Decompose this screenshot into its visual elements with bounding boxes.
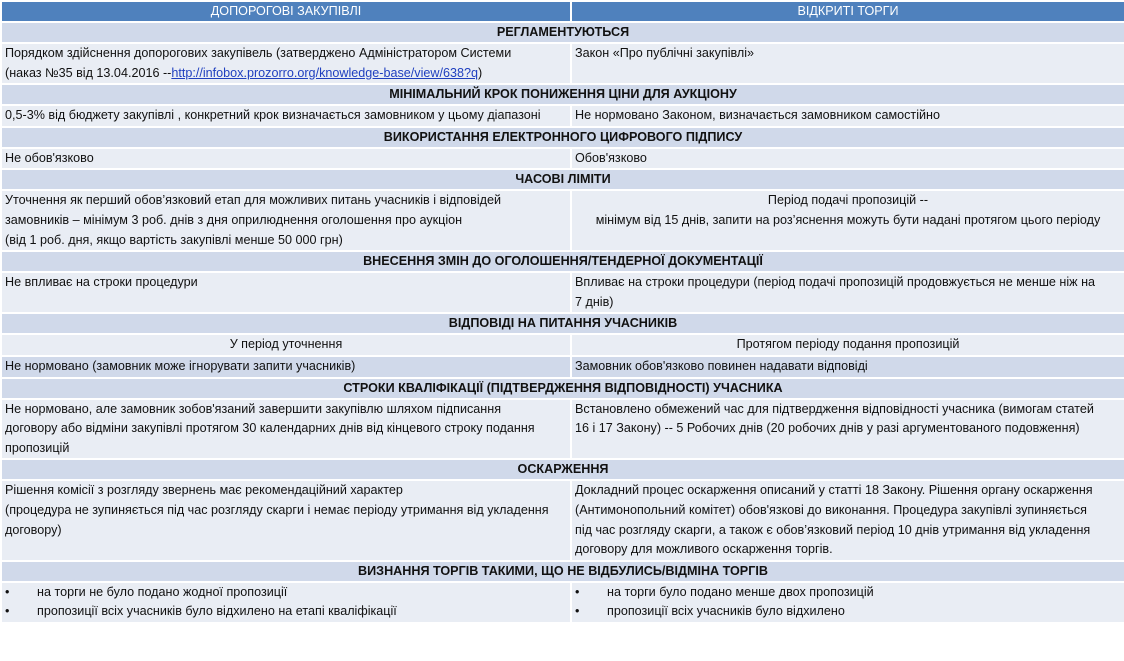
qualification-left-line3: пропозицій xyxy=(5,440,70,455)
section-title-cancellation: ВИЗНАННЯ ТОРГІВ ТАКИМИ, ЩО НЕ ВІДБУЛИСЬ/ВІДМІНА ТОРГІВ xyxy=(1,561,1124,582)
list-item: • пропозиції всіх учасників було відхилено xyxy=(575,602,1121,622)
time-limits-right-line2: мінімум від 15 днів, запити на роз’яснення можуть бути надані протягом цього періоду xyxy=(595,212,1101,227)
bullet-icon: • xyxy=(5,584,10,599)
table-row xyxy=(1,148,1124,170)
section-title-appeal: ОСКАРЖЕННЯ xyxy=(1,459,1124,480)
appeal-right xyxy=(571,480,1124,560)
regulation-right: Закон «Про публічні закупівлі» xyxy=(571,43,1124,84)
time-limits-right-line1: Період подачі пропозицій -- xyxy=(767,193,929,208)
section-title-changes: ВНЕСЕННЯ ЗМІН ДО ОГОЛОШЕННЯ/ТЕНДЕРНОЇ ДОКУМЕНТАЦІЇ xyxy=(1,251,1124,272)
table-row xyxy=(1,334,1124,356)
section-title-qualification: СТРОКИ КВАЛІФІКАЦІЇ (ПІДТВЕРДЖЕННЯ ВІДПОВІДНОСТІ) УЧАСНИКА xyxy=(1,378,1124,399)
answers-left-sub: У період уточнення xyxy=(1,334,571,356)
section-title-answers: ВІДПОВІДІ НА ПИТАННЯ УЧАСНИКІВ xyxy=(1,313,1124,334)
cancellation-right xyxy=(571,582,1124,623)
min-step-right: Не нормовано Законом, визначається замовником самостійно xyxy=(571,105,1124,127)
answers-right-sub: Протягом періоду подання пропозицій xyxy=(571,334,1124,356)
changes-right xyxy=(571,272,1124,313)
table-row xyxy=(1,356,1124,378)
qualification-left-line1: Не нормовано, але замовник зобов'язаний завершити закупівлю шляхом підписання xyxy=(5,401,502,416)
list-item: • пропозиції всіх учасників було відхилено на етапі кваліфікації xyxy=(5,602,567,622)
appeal-left xyxy=(1,480,571,560)
regulation-left-line2: (наказ №35 від 13.04.2016 --http://infobox.prozorro.org/knowledge-base/view/638?q) xyxy=(5,65,483,80)
changes-right-line2: 7 днів) xyxy=(575,294,614,309)
answers-left: Не нормовано (замовник може ігнорувати запити учасників) xyxy=(1,356,571,378)
cancellation-left xyxy=(1,582,571,623)
qualification-left xyxy=(1,399,571,460)
table-row xyxy=(1,43,1124,84)
prozorro-link[interactable]: http://infobox.prozorro.org/knowledge-base/view/638?q xyxy=(171,65,478,80)
appeal-left-line2: (процедура не зупиняється під час розгляду скарги і немає періоду утримання від укладення xyxy=(5,502,549,517)
time-limits-left-line2: замовників – мінімум 3 роб. днів з дня оприлюднення оголошення про аукціон xyxy=(5,212,463,227)
signature-right: Обов'язково xyxy=(571,148,1124,170)
time-limits-left xyxy=(1,190,571,251)
changes-right-line1: Впливає на строки процедури (період подачі пропозицій продовжується не менше ніж на xyxy=(575,275,1096,290)
signature-left: Не обов'язково xyxy=(1,148,571,170)
min-step-left: 0,5-3% від бюджету закупівлі , конкретний крок визначається замовником у цьому діапазоні xyxy=(1,105,571,127)
regulation-left-line1: Порядком здійснення допорогових закупівель (затверджено Адміністратором Системи xyxy=(5,46,512,60)
header-right: ВІДКРИТІ ТОРГИ xyxy=(571,1,1124,22)
table-row xyxy=(1,272,1124,313)
table-row xyxy=(1,105,1124,127)
header-left: ДОПОРОГОВІ ЗАКУПІВЛІ xyxy=(1,1,571,22)
list-item: • на торги не було подано жодної пропозиції xyxy=(5,583,567,603)
section-title-regulation: РЕГЛАМЕНТУЮТЬСЯ xyxy=(1,22,1124,43)
header-row xyxy=(1,1,1124,22)
regulation-left xyxy=(1,43,571,84)
table-row xyxy=(1,399,1124,460)
section-title-min-step: МІНІМАЛЬНИЙ КРОК ПОНИЖЕННЯ ЦІНИ ДЛЯ АУКЦІОНУ xyxy=(1,84,1124,105)
time-limits-left-line1: Уточнення як перший обов’язковий етап для можливих питань учасників і відповідей xyxy=(5,193,502,208)
bullet-icon: • xyxy=(5,604,10,619)
time-limits-left-line3: (від 1 роб. дня, якщо вартість закупівлі менше 50 000 грн) xyxy=(5,232,343,247)
appeal-left-line3: договору) xyxy=(5,522,62,537)
time-limits-right xyxy=(571,190,1124,251)
bullet-icon: • xyxy=(575,604,580,619)
appeal-right-line3: під час розгляду скарги, а також є обов’язковий період 10 днів утримання від укладення xyxy=(575,522,1091,537)
bullet-icon: • xyxy=(575,584,580,599)
section-title-time-limits: ЧАСОВІ ЛІМІТИ xyxy=(1,169,1124,190)
answers-right: Замовник обов'язково повинен надавати відповіді xyxy=(571,356,1124,378)
qualification-right xyxy=(571,399,1124,460)
qualification-left-line2: договору або відміни закупівлі протягом 30 календарних днів від кінцевого строку подання xyxy=(5,421,535,436)
appeal-right-line1: Докладний процес оскарження описаний у статті 18 Закону. Рішення органу оскарження xyxy=(575,483,1093,498)
changes-left: Не впливає на строки процедури xyxy=(1,272,571,313)
qualification-right-line1: Встановлено обмежений час для підтвердження відповідності учасника (вимогам статей xyxy=(575,401,1094,416)
table-row xyxy=(1,190,1124,251)
qualification-right-line2: 16 і 17 Закону) -- 5 Робочих днів (20 робочих днів у разі аргументованого подовження) xyxy=(575,421,1080,436)
appeal-right-line2: (Антимонопольний комітет) обов'язкові до виконання. Процедура закупівлі зупиняється xyxy=(575,502,1087,517)
table-row xyxy=(1,480,1124,560)
section-title-signature: ВИКОРИСТАННЯ ЕЛЕКТРОННОГО ЦИФРОВОГО ПІДПИСУ xyxy=(1,127,1124,148)
list-item: • на торги було подано менше двох пропозицій xyxy=(575,583,1121,603)
appeal-right-line4: договору для можливого оскарження торгів. xyxy=(575,542,833,557)
appeal-left-line1: Рішення комісії з розгляду звернень має рекомендаційний характер xyxy=(5,483,403,498)
table-row xyxy=(1,582,1124,623)
